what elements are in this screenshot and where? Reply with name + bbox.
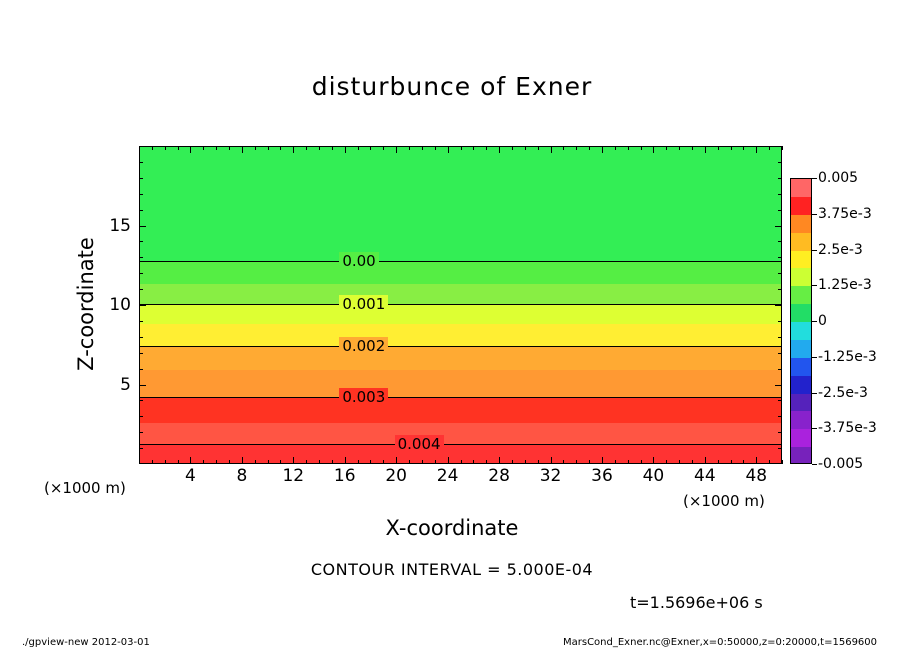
x-tick-minor (152, 460, 153, 464)
contour-band (140, 346, 781, 370)
x-tick (293, 457, 294, 464)
colorbar-segment (791, 447, 811, 464)
x-unit-left-label: (×1000 m) (44, 479, 126, 497)
x-tick-minor-top (255, 146, 256, 150)
x-tick-minor (203, 460, 204, 464)
x-tick-minor (718, 460, 719, 464)
colorbar-tick (812, 178, 817, 179)
x-tick-top (551, 146, 552, 153)
y-tick-minor (139, 178, 143, 179)
contour-label: 0.001 (339, 295, 388, 313)
y-tick-minor-right (778, 194, 782, 195)
y-tick-minor (139, 353, 143, 354)
x-tick-minor-top (743, 146, 744, 150)
contour-fill-layer (140, 147, 781, 463)
contour-band (140, 304, 781, 324)
x-tick-label: 32 (539, 466, 562, 486)
x-tick-minor (422, 460, 423, 464)
y-tick (139, 226, 146, 227)
x-tick-minor-top (666, 146, 667, 150)
colorbar-tick (812, 464, 817, 465)
y-tick-right (775, 385, 782, 386)
x-tick-minor-top (615, 146, 616, 150)
colorbar-segment (791, 411, 811, 429)
x-tick-minor-top (769, 146, 770, 150)
colorbar-segment (791, 215, 811, 233)
x-tick-minor (692, 460, 693, 464)
colorbar-tick-label: 0.005 (818, 170, 859, 186)
y-tick-minor-right (778, 337, 782, 338)
y-tick-minor (139, 273, 143, 274)
y-tick-minor-right (778, 432, 782, 433)
y-tick-minor-right (778, 210, 782, 211)
x-tick-top (756, 146, 757, 153)
x-axis-title: X-coordinate (385, 516, 519, 540)
x-tick-minor (576, 460, 577, 464)
x-tick (190, 457, 191, 464)
y-tick-right (775, 226, 782, 227)
contour-label: 0.003 (339, 388, 388, 406)
x-tick-minor (370, 460, 371, 464)
y-tick-label: 5 (120, 374, 131, 395)
x-tick-minor (743, 460, 744, 464)
y-tick-minor (139, 448, 143, 449)
x-tick-minor (782, 460, 783, 464)
x-tick-top (448, 146, 449, 153)
x-tick (602, 457, 603, 464)
x-tick-label: 44 (694, 466, 716, 486)
x-tick-minor (319, 460, 320, 464)
x-tick-minor-top (358, 146, 359, 150)
x-tick-minor (666, 460, 667, 464)
colorbar-tick (812, 214, 817, 215)
x-tick-minor-top (370, 146, 371, 150)
colorbar-tick-label: 1.25e-3 (818, 277, 872, 294)
x-tick-minor (280, 460, 281, 464)
contour-band (140, 422, 781, 445)
colorbar-segment (791, 322, 811, 340)
x-tick-minor-top (512, 146, 513, 150)
colorbar-segment (791, 376, 811, 394)
x-tick-label: 12 (282, 466, 305, 486)
y-tick-minor-right (778, 241, 782, 242)
y-tick-minor (139, 432, 143, 433)
colorbar-segment (791, 304, 811, 322)
x-tick (653, 457, 654, 464)
y-tick (139, 385, 146, 386)
y-tick-minor (139, 416, 143, 417)
x-tick-label: 20 (385, 466, 408, 486)
x-tick-label: 40 (642, 466, 665, 486)
x-tick-minor (486, 460, 487, 464)
colorbar-segment (791, 251, 811, 269)
x-tick-minor-top (731, 146, 732, 150)
x-tick-minor (641, 460, 642, 464)
x-tick-minor (563, 460, 564, 464)
contour-band (140, 261, 781, 284)
x-tick-minor (679, 460, 680, 464)
colorbar-segment (791, 429, 811, 447)
page-title: disturbunce of Exner (311, 72, 593, 101)
y-tick-minor (139, 369, 143, 370)
y-tick-minor-right (778, 289, 782, 290)
contour-band (140, 397, 781, 423)
y-tick-minor (139, 241, 143, 242)
x-tick-minor (383, 460, 384, 464)
x-tick-label: 4 (185, 466, 196, 486)
x-tick-minor (255, 460, 256, 464)
x-tick-minor-top (280, 146, 281, 150)
colorbar-tick (812, 285, 817, 286)
x-tick-minor-top (589, 146, 590, 150)
x-tick-minor-top (383, 146, 384, 150)
x-tick-minor-top (268, 146, 269, 150)
colorbar (790, 178, 812, 464)
x-tick (242, 457, 243, 464)
x-tick (396, 457, 397, 464)
y-tick-minor-right (778, 353, 782, 354)
x-tick (499, 457, 500, 464)
y-tick-minor-right (778, 273, 782, 274)
y-tick-label: 10 (109, 295, 131, 315)
x-tick-minor-top (641, 146, 642, 150)
y-tick-minor-right (778, 448, 782, 449)
x-tick-label: 48 (745, 466, 768, 486)
x-tick-minor (589, 460, 590, 464)
x-tick-minor (731, 460, 732, 464)
y-tick-right (775, 305, 782, 306)
contour-line (140, 346, 781, 347)
colorbar-tick-label: -2.5e-3 (818, 384, 868, 401)
x-tick-minor-top (473, 146, 474, 150)
x-tick-minor (358, 460, 359, 464)
x-tick-label: 24 (436, 466, 459, 486)
x-tick-minor-top (332, 146, 333, 150)
contour-label: 0.00 (339, 252, 378, 270)
y-tick-minor (139, 162, 143, 163)
x-tick-top (653, 146, 654, 153)
x-tick-minor (615, 460, 616, 464)
y-tick-minor (139, 210, 143, 211)
colorbar-tick (812, 393, 817, 394)
x-tick-minor-top (216, 146, 217, 150)
x-tick-label: 36 (591, 466, 613, 486)
colorbar-segment (791, 286, 811, 304)
x-tick-top (293, 146, 294, 153)
x-tick-top (396, 146, 397, 153)
x-tick-minor-top (718, 146, 719, 150)
x-tick-minor-top (692, 146, 693, 150)
x-tick-top (242, 146, 243, 153)
x-tick-minor-top (152, 146, 153, 150)
x-tick (551, 457, 552, 464)
contour-line (140, 261, 781, 262)
x-tick-minor-top (576, 146, 577, 150)
x-tick-minor-top (203, 146, 204, 150)
x-tick-minor-top (461, 146, 462, 150)
y-tick-minor-right (778, 400, 782, 401)
x-tick-minor-top (178, 146, 179, 150)
x-tick-minor (473, 460, 474, 464)
x-tick-minor (268, 460, 269, 464)
contour-interval-label: CONTOUR INTERVAL = 5.000E-04 (310, 560, 594, 579)
y-tick-minor-right (778, 321, 782, 322)
x-tick-minor (332, 460, 333, 464)
x-tick-minor-top (422, 146, 423, 150)
x-tick-minor-top (628, 146, 629, 150)
x-tick-minor-top (409, 146, 410, 150)
y-tick-minor (139, 321, 143, 322)
contour-band (140, 147, 781, 262)
x-tick-minor (306, 460, 307, 464)
y-tick-minor-right (778, 178, 782, 179)
x-tick (756, 457, 757, 464)
x-tick-minor (525, 460, 526, 464)
colorbar-segment (791, 340, 811, 358)
contour-line (140, 444, 781, 445)
y-tick (139, 305, 146, 306)
x-tick-minor (769, 460, 770, 464)
y-tick-minor-right (778, 257, 782, 258)
x-tick-minor-top (486, 146, 487, 150)
contour-band (140, 323, 781, 346)
x-tick-minor-top (538, 146, 539, 150)
colorbar-tick-label: 0 (818, 313, 827, 329)
x-tick-minor (628, 460, 629, 464)
x-tick-minor (409, 460, 410, 464)
x-tick-minor (178, 460, 179, 464)
x-tick-minor (538, 460, 539, 464)
x-tick-label: 8 (236, 466, 248, 486)
y-tick-minor-right (778, 416, 782, 417)
y-tick-minor-right (778, 369, 782, 370)
y-tick-minor (139, 400, 143, 401)
x-tick (705, 457, 706, 464)
y-tick-minor (139, 257, 143, 258)
x-unit-right-label: (×1000 m) (683, 492, 765, 510)
footer-left-label: ./gpview-new 2012-03-01 (22, 637, 150, 648)
contour-label: 0.002 (339, 337, 388, 355)
y-tick-minor-right (778, 162, 782, 163)
colorbar-segment (791, 358, 811, 376)
contour-line (140, 397, 781, 398)
x-tick-minor-top (782, 146, 783, 150)
y-axis-title: Z-coordinate (74, 237, 98, 371)
x-tick (448, 457, 449, 464)
x-tick-minor (216, 460, 217, 464)
time-label: t=1.5696e+06 s (630, 593, 763, 612)
colorbar-tick (812, 250, 817, 251)
x-tick-top (499, 146, 500, 153)
y-tick-label: 15 (109, 215, 131, 236)
y-tick-minor (139, 337, 143, 338)
x-tick-minor-top (525, 146, 526, 150)
colorbar-tick-label: -0.005 (818, 456, 864, 472)
colorbar-tick (812, 357, 817, 358)
x-tick-minor-top (563, 146, 564, 150)
colorbar-segment (791, 179, 811, 197)
x-tick-minor-top (306, 146, 307, 150)
colorbar-tick (812, 321, 817, 322)
contour-band (140, 284, 781, 305)
colorbar-segment (791, 394, 811, 412)
colorbar-tick-label: -1.25e-3 (818, 348, 877, 365)
x-tick-minor (461, 460, 462, 464)
x-tick-minor (512, 460, 513, 464)
colorbar-segment (791, 268, 811, 286)
x-tick-top (602, 146, 603, 153)
colorbar-segment (791, 197, 811, 215)
x-tick-minor (165, 460, 166, 464)
x-tick-minor (435, 460, 436, 464)
x-tick-minor-top (435, 146, 436, 150)
x-tick-minor (229, 460, 230, 464)
x-tick-top (705, 146, 706, 153)
x-tick-top (345, 146, 346, 153)
footer-right-label: MarsCond_Exner.nc@Exner,x=0:50000,z=0:20000,t=1569600 (563, 637, 878, 648)
x-tick-minor-top (679, 146, 680, 150)
x-tick-minor-top (229, 146, 230, 150)
x-tick-minor-top (165, 146, 166, 150)
contour-line (140, 304, 781, 305)
contour-label: 0.004 (395, 435, 444, 453)
y-tick-minor (139, 289, 143, 290)
x-tick-minor-top (319, 146, 320, 150)
contour-plot-area (139, 146, 782, 464)
x-tick (345, 457, 346, 464)
colorbar-tick-label: 3.75e-3 (818, 205, 872, 222)
colorbar-tick-label: -3.75e-3 (818, 420, 877, 437)
y-tick-minor (139, 194, 143, 195)
contour-band (140, 370, 781, 398)
colorbar-tick (812, 428, 817, 429)
x-tick-label: 28 (488, 466, 510, 486)
x-tick-label: 16 (333, 466, 356, 486)
colorbar-segment (791, 233, 811, 251)
x-tick-top (190, 146, 191, 153)
colorbar-tick-label: 2.5e-3 (818, 241, 863, 258)
